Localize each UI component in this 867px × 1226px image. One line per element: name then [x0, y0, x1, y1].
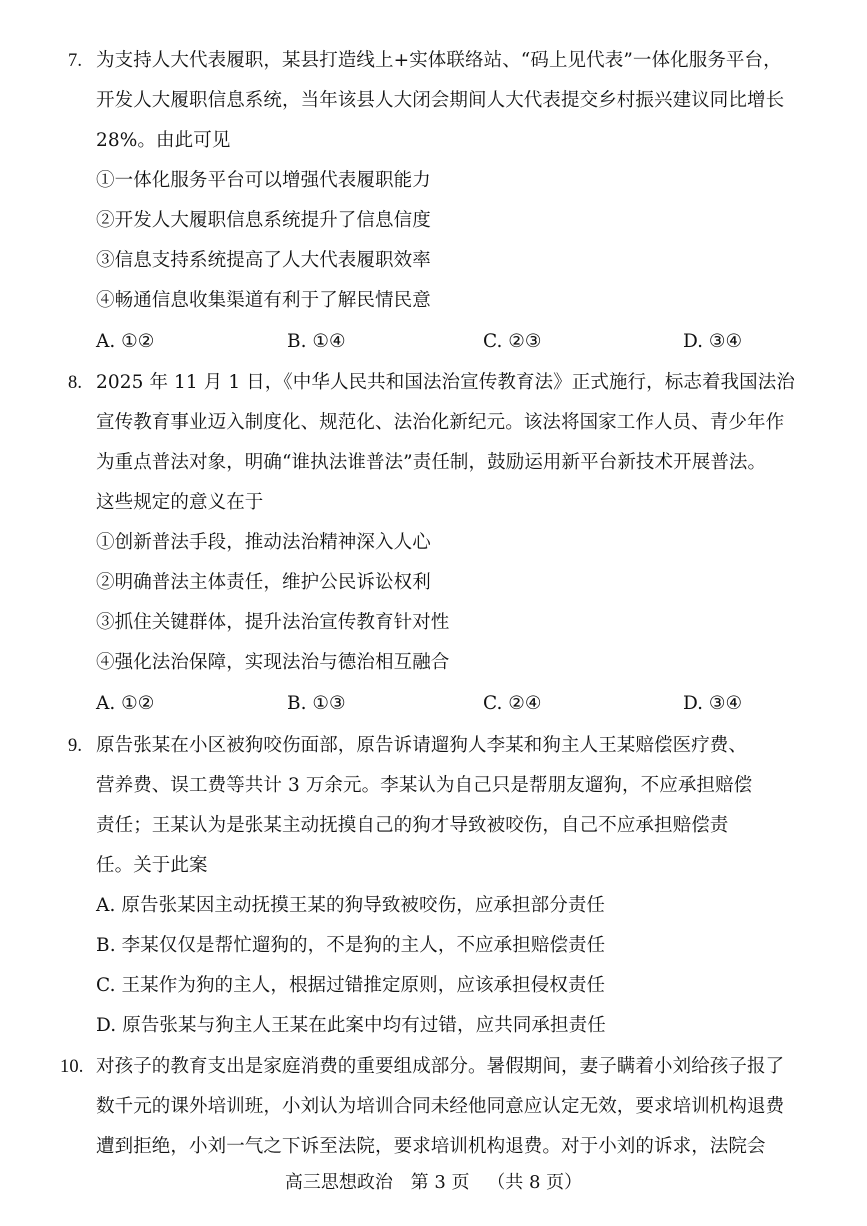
question-stem-line: 任。关于此案 [96, 855, 208, 876]
footer-subject: 高三思想政治 [284, 1172, 393, 1193]
statement: ④强化法治保障，实现法治与德治相互融合 [96, 652, 450, 673]
statement: ①创新普法手段，推动法治精神深入人心 [96, 532, 431, 553]
statement: ①一体化服务平台可以增强代表履职能力 [96, 170, 431, 191]
option-c[interactable]: C. ②③ [483, 331, 542, 352]
option-a[interactable]: A. ①② [96, 693, 155, 714]
question-stem-line: 28%。由此可见 [96, 130, 231, 151]
question-number: 8. [68, 373, 83, 393]
question-stem-line: 2025 年 11 月 1 日，《中华人民共和国法治宣传教育法》正式施行，标志着我国法治 [96, 372, 795, 393]
option-b[interactable]: B. ①④ [287, 331, 346, 352]
statement: ②开发人大履职信息系统提升了信息信度 [96, 210, 431, 231]
choice-b[interactable]: B. 李某仅仅是帮忙遛狗的，不是狗的主人，不应承担赔偿责任 [96, 935, 606, 956]
page-footer [0, 1171, 867, 1195]
option-a[interactable]: A. ①② [96, 331, 155, 352]
question-stem-line: 开发人大履职信息系统，当年该县人大闭会期间人大代表提交乡村振兴建议同比增长 [96, 90, 785, 111]
question-stem-line: 为重点普法对象，明确“谁执法谁普法”责任制，鼓励运用新平台新技术开展普法。 [96, 452, 767, 473]
footer-page-number: 第 3 页 [410, 1172, 470, 1193]
question-stem-line: 为支持人大代表履职，某县打造线上+实体联络站、“码上见代表”一体化服务平台， [96, 50, 782, 71]
question-stem-line: 这些规定的意义在于 [96, 492, 264, 513]
choice-d[interactable]: D. 原告张某与狗主人王某在此案中均有过错，应共同承担责任 [96, 1015, 606, 1036]
question-stem-line: 责任；王某认为是张某主动抚摸自己的狗才导致被咬伤，自己不应承担赔偿责 [96, 815, 729, 836]
question-stem-line: 宣传教育事业迈入制度化、规范化、法治化新纪元。该法将国家工作人员、青少年作 [96, 412, 785, 433]
question-number: 9. [68, 736, 83, 756]
question-number: 7. [68, 51, 83, 71]
option-d[interactable]: D. ③④ [683, 331, 743, 352]
option-b[interactable]: B. ①③ [287, 693, 346, 714]
question-stem-line: 营养费、误工费等共计 3 万余元。李某认为自己只是帮朋友遛狗，不应承担赔偿 [96, 775, 753, 796]
statement: ②明确普法主体责任，维护公民诉讼权利 [96, 572, 431, 593]
choice-c[interactable]: C. 王某作为狗的主人，根据过错推定原则，应该承担侵权责任 [96, 975, 606, 996]
statement: ③信息支持系统提高了人大代表履职效率 [96, 250, 431, 271]
option-c[interactable]: C. ②④ [483, 693, 542, 714]
question-number: 10. [60, 1057, 84, 1077]
question-stem-line: 数千元的课外培训班，小刘认为培训合同未经他同意应认定无效，要求培训机构退费 [96, 1096, 785, 1117]
question-stem-line: 对孩子的教育支出是家庭消费的重要组成部分。暑假期间，妻子瞒着小刘给孩子报了 [96, 1056, 785, 1077]
statement: ④畅通信息收集渠道有利于了解民情民意 [96, 290, 431, 311]
question-stem-line: 原告张某在小区被狗咬伤面部，原告诉请遛狗人李某和狗主人王某赔偿医疗费、 [96, 735, 748, 756]
option-d[interactable]: D. ③④ [683, 693, 743, 714]
question-stem-line: 遭到拒绝，小刘一气之下诉至法院，要求培训机构退费。对于小刘的诉求，法院会 [96, 1136, 766, 1157]
statement: ③抓住关键群体，提升法治宣传教育针对性 [96, 612, 450, 633]
footer-total-pages: （共 8 页） [487, 1172, 583, 1193]
choice-a[interactable]: A. 原告张某因主动抚摸王某的狗导致被咬伤，应承担部分责任 [96, 895, 606, 916]
